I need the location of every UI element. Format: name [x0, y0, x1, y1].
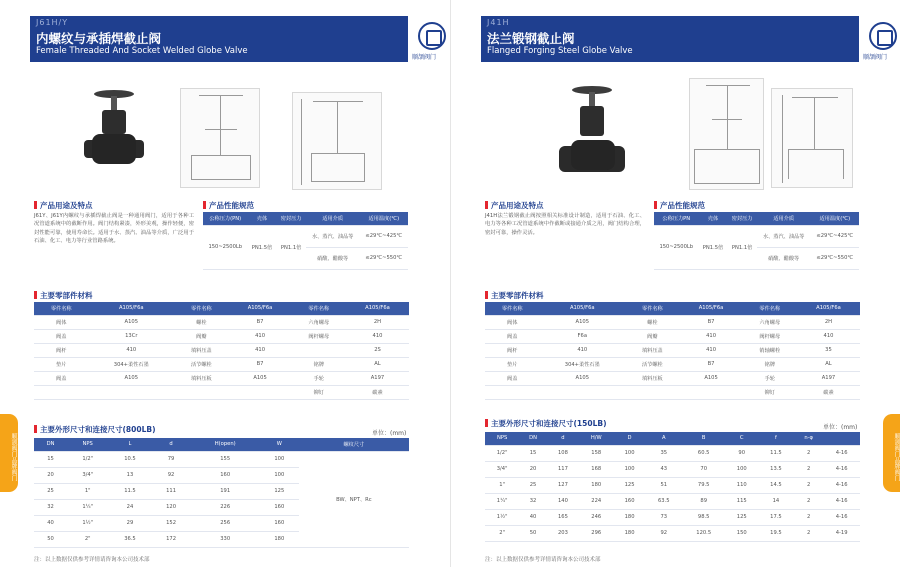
- header-banner: [481, 16, 859, 62]
- material-header: A105/F6a: [346, 302, 409, 315]
- spec-header: 适用温度(℃): [360, 212, 408, 225]
- title-en: Female Threaded And Socket Welded Globe Valve: [36, 46, 248, 56]
- spec-title: 产品性能规范: [203, 200, 254, 211]
- title-en: Flanged Forging Steel Globe Valve: [487, 46, 633, 56]
- material-table: 零件名称 A105/F6a 零件名称 A105/F6a 零件名称 A105/F6a 阀体 A105 螺栓 B7 六角螺母 2H 阀盖 F6a 阀瓣 410 阀杆螺母 410 阀杆 410 填料压盖 410 销轴螺栓 35 垫片 304+柔性石墨 活节螺栓 B7 铭牌 AL 阀盖 A105 填料压板 A105 手轮 A197 铆钉 碳素: [485, 302, 860, 400]
- material-header: A105/F6a: [229, 302, 292, 315]
- table-row: 阀杆 410 填料压盖 410 销轴螺栓 35: [485, 343, 860, 357]
- brand-name: 顺颉阀门: [412, 54, 437, 61]
- spec-shell: PN1.5倍: [699, 225, 728, 269]
- side-tab[interactable]: 顺颉阀门品牌阀门: [0, 414, 18, 492]
- table-row: 25 1" 11.5 111 191 125: [34, 483, 409, 499]
- unit-label: 单位：(mm): [372, 430, 407, 437]
- table-row: 50 2" 36.5 172 330 180: [34, 531, 409, 547]
- valve-photo: [84, 90, 144, 170]
- title-cn: 内螺纹与承插焊截止阀: [36, 31, 162, 46]
- spec-header: 适用介质: [757, 212, 811, 225]
- table-row: 阀盖 A105 填料压板 A105 手轮 A197: [34, 371, 409, 385]
- model-code: J41H: [487, 18, 510, 27]
- feature-title: 产品用途及特点: [34, 200, 93, 211]
- spec-header: 公称压力PN: [654, 212, 699, 225]
- section-drawing: [771, 88, 853, 188]
- material-header: 零件名称: [34, 302, 88, 315]
- spec-header: 密封压力: [276, 212, 305, 225]
- unit-label: 单位：(mm): [823, 424, 858, 431]
- right-page: [450, 0, 900, 567]
- spec-media: 硝酸、醋酸等: [757, 247, 811, 269]
- spec-media: 水、蒸汽、油品等: [306, 225, 360, 247]
- material-title: 主要零部件材料: [34, 290, 93, 301]
- brand-name: 顺颉阀门: [863, 54, 888, 61]
- thread-spec: BW、NPT、Rc: [299, 451, 409, 547]
- table-row: 20 3/4" 13 92 160 100: [34, 467, 409, 483]
- valve-photo: [559, 86, 625, 182]
- spec-header: 公称压力(PN): [203, 212, 248, 225]
- feature-text: J41H法兰锻钢截止阀按照相关标准设计制造，适用于石油、化工、电力等各种工况管道系统中作截断或接通介质之用，阀门结构合理，密封可靠，操作灵活。: [485, 213, 645, 236]
- table-row: 垫片 304+柔性石墨 活节螺栓 B7 铭牌 AL: [34, 357, 409, 371]
- spec-title: 产品性能规范: [654, 200, 705, 211]
- table-row: 40 1½" 29 152 256 160: [34, 515, 409, 531]
- material-header: 零件名称: [174, 302, 228, 315]
- spec-header: 密封压力: [727, 212, 756, 225]
- spec-pn: 150~2500Lb: [654, 225, 699, 269]
- table-row: 阀杆 410 填料压盖 410 2S: [34, 343, 409, 357]
- table-row: 1/2" 15 108 158 100 35 60.5 90 11.5 2 4-16: [485, 445, 860, 461]
- dimension-table: DN NPS L d H(open) W 螺纹尺寸 15 1/2" 10.5 79 155 100 BW、NPT、Rc 20 3/4" 13 92 160 100 25 1" 11.5 111 191 125 32 1¼" 24 120 226 160 40 1½" 29 152 256 160 50 2" 36.5 172 330 180: [34, 438, 409, 548]
- spec-header: 壳体: [699, 212, 728, 225]
- feature-title: 产品用途及特点: [485, 200, 544, 211]
- table-row: 铆钉 碳素: [485, 385, 860, 399]
- footnote: 注：以上数据仅供参考详情请咨询本公司技术部: [485, 557, 601, 563]
- table-row: 阀盖 A105 填料压板 A105 手轮 A197: [485, 371, 860, 385]
- spec-temp: ≤29℃~425℃: [360, 225, 408, 247]
- table-row: 阀盖 F6a 阀瓣 410 阀杆螺母 410: [485, 329, 860, 343]
- spec-pn: 150~2500Lb: [203, 225, 248, 269]
- footnote: 注：以上数据仅供参考详情请咨询本公司技术部: [34, 557, 150, 563]
- spec-seal: PN1.1倍: [276, 225, 305, 269]
- table-row: 1" 25 127 180 125 51 79.5 110 14.5 2 4-16: [485, 477, 860, 493]
- material-header: A105/F6a: [88, 302, 174, 315]
- table-row: 阀体 A105 螺栓 B7 六角螺母 2H: [34, 315, 409, 329]
- material-header: 零件名称: [292, 302, 346, 315]
- brand-logo-icon: [869, 22, 897, 50]
- spec-temp: ≤29℃~550℃: [811, 247, 859, 269]
- title-cn: 法兰锻钢截止阀: [487, 31, 575, 46]
- table-row: 铆钉 碳素: [34, 385, 409, 399]
- table-row: 3/4" 20 117 168 100 43 70 100 13.5 2 4-16: [485, 461, 860, 477]
- model-code: J61H/Y: [36, 18, 69, 27]
- table-row: 32 1¼" 24 120 226 160: [34, 499, 409, 515]
- table-row: 1½" 40 165 246 180 73 98.5 125 17.5 2 4-16: [485, 509, 860, 525]
- table-row: 15 1/2" 10.5 79 155 100 BW、NPT、Rc: [34, 451, 409, 467]
- spec-temp: ≤29℃~550℃: [360, 247, 408, 269]
- valve-drawing: [180, 88, 260, 188]
- table-row: 阀体 A105 螺栓 B7 六角螺母 2H: [485, 315, 860, 329]
- spec-media: 水、蒸汽、油品等: [757, 225, 811, 247]
- brand-logo-icon: [418, 22, 446, 50]
- spec-header: 适用介质: [306, 212, 360, 225]
- dimension-table: NPS DN d H/W D A B C f n-φ 1/2" 15 108 158 100 35 60.5 90 11.5 2 4-16 3/4" 20 117 168 100 43 70 100 13.5 2 4-16 1" 25 127 180 125 51 79.5 110 14.5 2 4-16 1¼" 32 140 224 160 63.5 89 115 14 2 4-16 1½" 40 165 246 180 73 98.5 125 17.5 2 4-16 2" 50 203 296 180 92 120.5 150 19.5 2 4-19: [485, 432, 860, 542]
- table-row: 1¼" 32 140 224 160 63.5 89 115 14 2 4-16: [485, 493, 860, 509]
- spec-media: 硝酸、醋酸等: [306, 247, 360, 269]
- spec-temp: ≤29℃~425℃: [811, 225, 859, 247]
- section-drawing: [292, 92, 382, 190]
- valve-drawing: [689, 78, 764, 190]
- table-row: 阀盖 13Cr 阀瓣 410 阀杆螺母 410: [34, 329, 409, 343]
- side-tab[interactable]: 顺颉阀门品牌阀门: [883, 414, 900, 492]
- spec-table: [654, 212, 859, 270]
- spec-header: 壳体: [248, 212, 277, 225]
- spec-header: 适用温度(℃): [811, 212, 859, 225]
- dimension-title: 主要外形尺寸和连接尺寸(800LB): [34, 424, 156, 435]
- material-table: [34, 302, 409, 400]
- header-banner: [30, 16, 408, 62]
- spec-seal: PN1.1倍: [727, 225, 756, 269]
- table-row: 2" 50 203 296 180 92 120.5 150 19.5 2 4-19: [485, 525, 860, 541]
- spec-table: [203, 212, 408, 270]
- material-title: 主要零部件材料: [485, 290, 544, 301]
- dimension-title: 主要外形尺寸和连接尺寸(150LB): [485, 418, 607, 429]
- spec-shell: PN1.5倍: [248, 225, 277, 269]
- table-row: 垫片 304+柔性石墨 活节螺栓 B7 铭牌 AL: [485, 357, 860, 371]
- feature-text: J61Y、J61Y内螺纹与承插焊截止阀是一种通用阀门，适用于各种工况管道系统中的截断作用。阀门结构紧凑，外形美观，操作轻便，密封性能可靠，使用寿命长。适用于水、蒸汽、油品等介质，广泛用于石油、化工、电力等行业管路系统。: [34, 213, 194, 245]
